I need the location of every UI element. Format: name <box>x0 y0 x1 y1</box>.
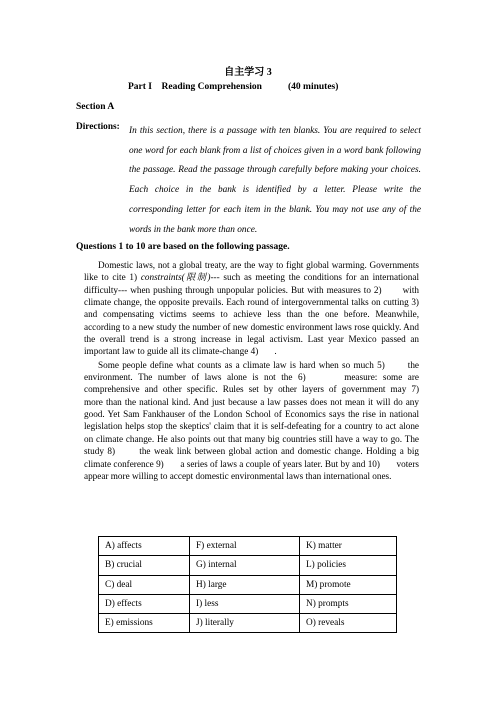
word-bank-option: A) affects <box>99 537 190 556</box>
word-bank-option: C) deal <box>99 575 190 594</box>
word-bank-option: D) effects <box>99 594 190 613</box>
filled-answer: constraints(限制) <box>140 272 211 283</box>
passage-text: Domestic laws, not a global treaty, are the way to fight global warming. Governments like to cite 1) <box>84 260 422 283</box>
reading-passage <box>84 259 436 482</box>
part-time: (40 minutes) <box>288 82 339 92</box>
part-label: Part I Reading Comprehension <box>128 82 262 92</box>
word-bank-option: I) less <box>190 594 300 613</box>
word-bank-option: O) reveals <box>300 614 397 633</box>
passage-paragraph-2 <box>84 359 436 482</box>
word-bank-row <box>99 537 397 556</box>
word-bank-option: N) prompts <box>300 594 397 613</box>
word-bank-option: H) large <box>190 575 300 594</box>
word-bank-row <box>99 556 397 575</box>
word-bank-table <box>98 536 397 633</box>
page-title: 自主学习 3 <box>224 67 272 78</box>
questions-heading: Questions 1 to 10 are based on the following passage. <box>76 242 290 252</box>
directions-text: In this section, there is a passage with ten blanks. You are required to select one word for each blank from a list of choices given in a word bank following the passage. Read the passage through carefully before making your choices. Each choice in the bank is identified by a letter. Please write the corresponding letter for each item in the blank. You may not use any of the words in the bank more than once. <box>129 126 421 235</box>
passage-text: --- such as meeting the conditions for an international difficulty--- when pushing through unpopular policies. But with measures to 2) with climate change, the opposite prevails. Each round of intergovernmental talks on cutting 3) and compensating victims seems to achieve less than the one before. Meanwhile, according to a new study the number of new domestic environment laws rose quickly. And the overall trend is a strong increase in legal activism. Last year Mexico passed an important law to guide all its climate-change 4) . <box>84 272 436 357</box>
section-heading: Section A <box>76 102 115 112</box>
word-bank-row <box>99 614 397 633</box>
word-bank-option: B) crucial <box>99 556 190 575</box>
word-bank-option: J) literally <box>190 614 300 633</box>
directions-label: Directions: <box>76 122 120 132</box>
passage-paragraph-1 <box>84 259 436 358</box>
passage-text: Some people define what counts as a climate law is hard when so much 5) the environment. The number of laws alone is not the 6) measure: some are comprehensive and other specific. Rules set by other layers of government may 7) more than the national kind. And just because a law passes does not mean it will do any good. Yet Sam Fankhauser of the London School of Economics says the rise in national legislation helps stop the skeptics' claim that it is self-defeating for a country to act alone on climate change. He also points out that many big countries still have a way to go. The study 8) the weak link between global action and domestic change. Holding a big climate conference 9) a series of laws a couple of years later. But by and 10) voters appear more willing to accept domestic environmental laws than international ones. <box>84 359 436 481</box>
word-bank-option: E) emissions <box>99 614 190 633</box>
word-bank-option: M) promote <box>300 575 397 594</box>
word-bank-option: G) internal <box>190 556 300 575</box>
word-bank-row <box>99 575 397 594</box>
word-bank-option: K) matter <box>300 537 397 556</box>
word-bank-row <box>99 594 397 613</box>
word-bank-option: L) policies <box>300 556 397 575</box>
word-bank-option: F) external <box>190 537 300 556</box>
